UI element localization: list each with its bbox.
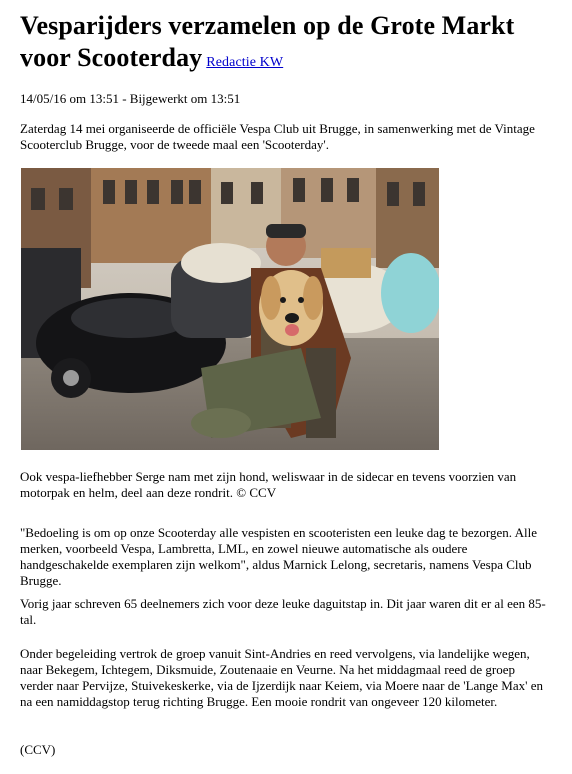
article-quote: [20, 525, 548, 589]
article-photo: [21, 168, 439, 450]
photo-scooters-man-golden-retriever-icon: [21, 168, 439, 450]
article-quote-text: "Bedoeling is om op onze Scooterday alle vespisten en scooteristen een leuke dag te bezorgen. Alle merken, voorbeeld Vespa, Lambretta, LML, en zowel nieuwe automatische als oudere handgeschakelde exemplaren zijn welkom", aldus Marnick Lelong, secretaris, namens Vespa Club Brugge.: [20, 525, 537, 588]
article-intro: Zaterdag 14 mei organiseerde de officiële Vespa Club uit Brugge, in samenwerking met de Vintage Scooterclub Brugge, voor de tweede maal een 'Scooterday'.: [20, 121, 535, 152]
article-paragraph-3: Vorig jaar schreven 65 deelnemers zich voor deze leuke daguitstap in. Dit jaar waren dit er al een 85-tal.: [20, 596, 546, 627]
author-link[interactable]: Redactie KW: [206, 55, 284, 70]
article-headline: [20, 10, 550, 79]
article-paragraph-4: Onder begeleiding vertrok de groep vanuit Sint-Andries en reed vervolgens, via landelijke wegen, naar Bekegem, Ichtegem, Diksmuide, Zoutenaaie en Veurne. Na het middagmaal reed de groep verder naar Pervijze, Stuivekeskerke, via de Ijzerdijk naar Keiem, via Moere naar de 'Lange Max' en na een namiddagstop terug richting Brugge. Een mooie rondrit van ongeveer 120 kilometer.: [20, 646, 544, 709]
photo-caption: Ook vespa-liefhebber Serge nam met zijn hond, weliswaar in de sidecar en tevens voorzien van motorpak en helm, deel aan deze rondrit. © CCV: [20, 469, 517, 500]
article: [20, 10, 550, 757]
article-dateline: 14/05/16 om 13:51 - Bijgewerkt om 13:51: [20, 91, 241, 106]
article-title: Vesparijders verzamelen op de Grote Markt voor Scooterday: [20, 11, 515, 72]
article-credit: (CCV): [20, 742, 56, 757]
